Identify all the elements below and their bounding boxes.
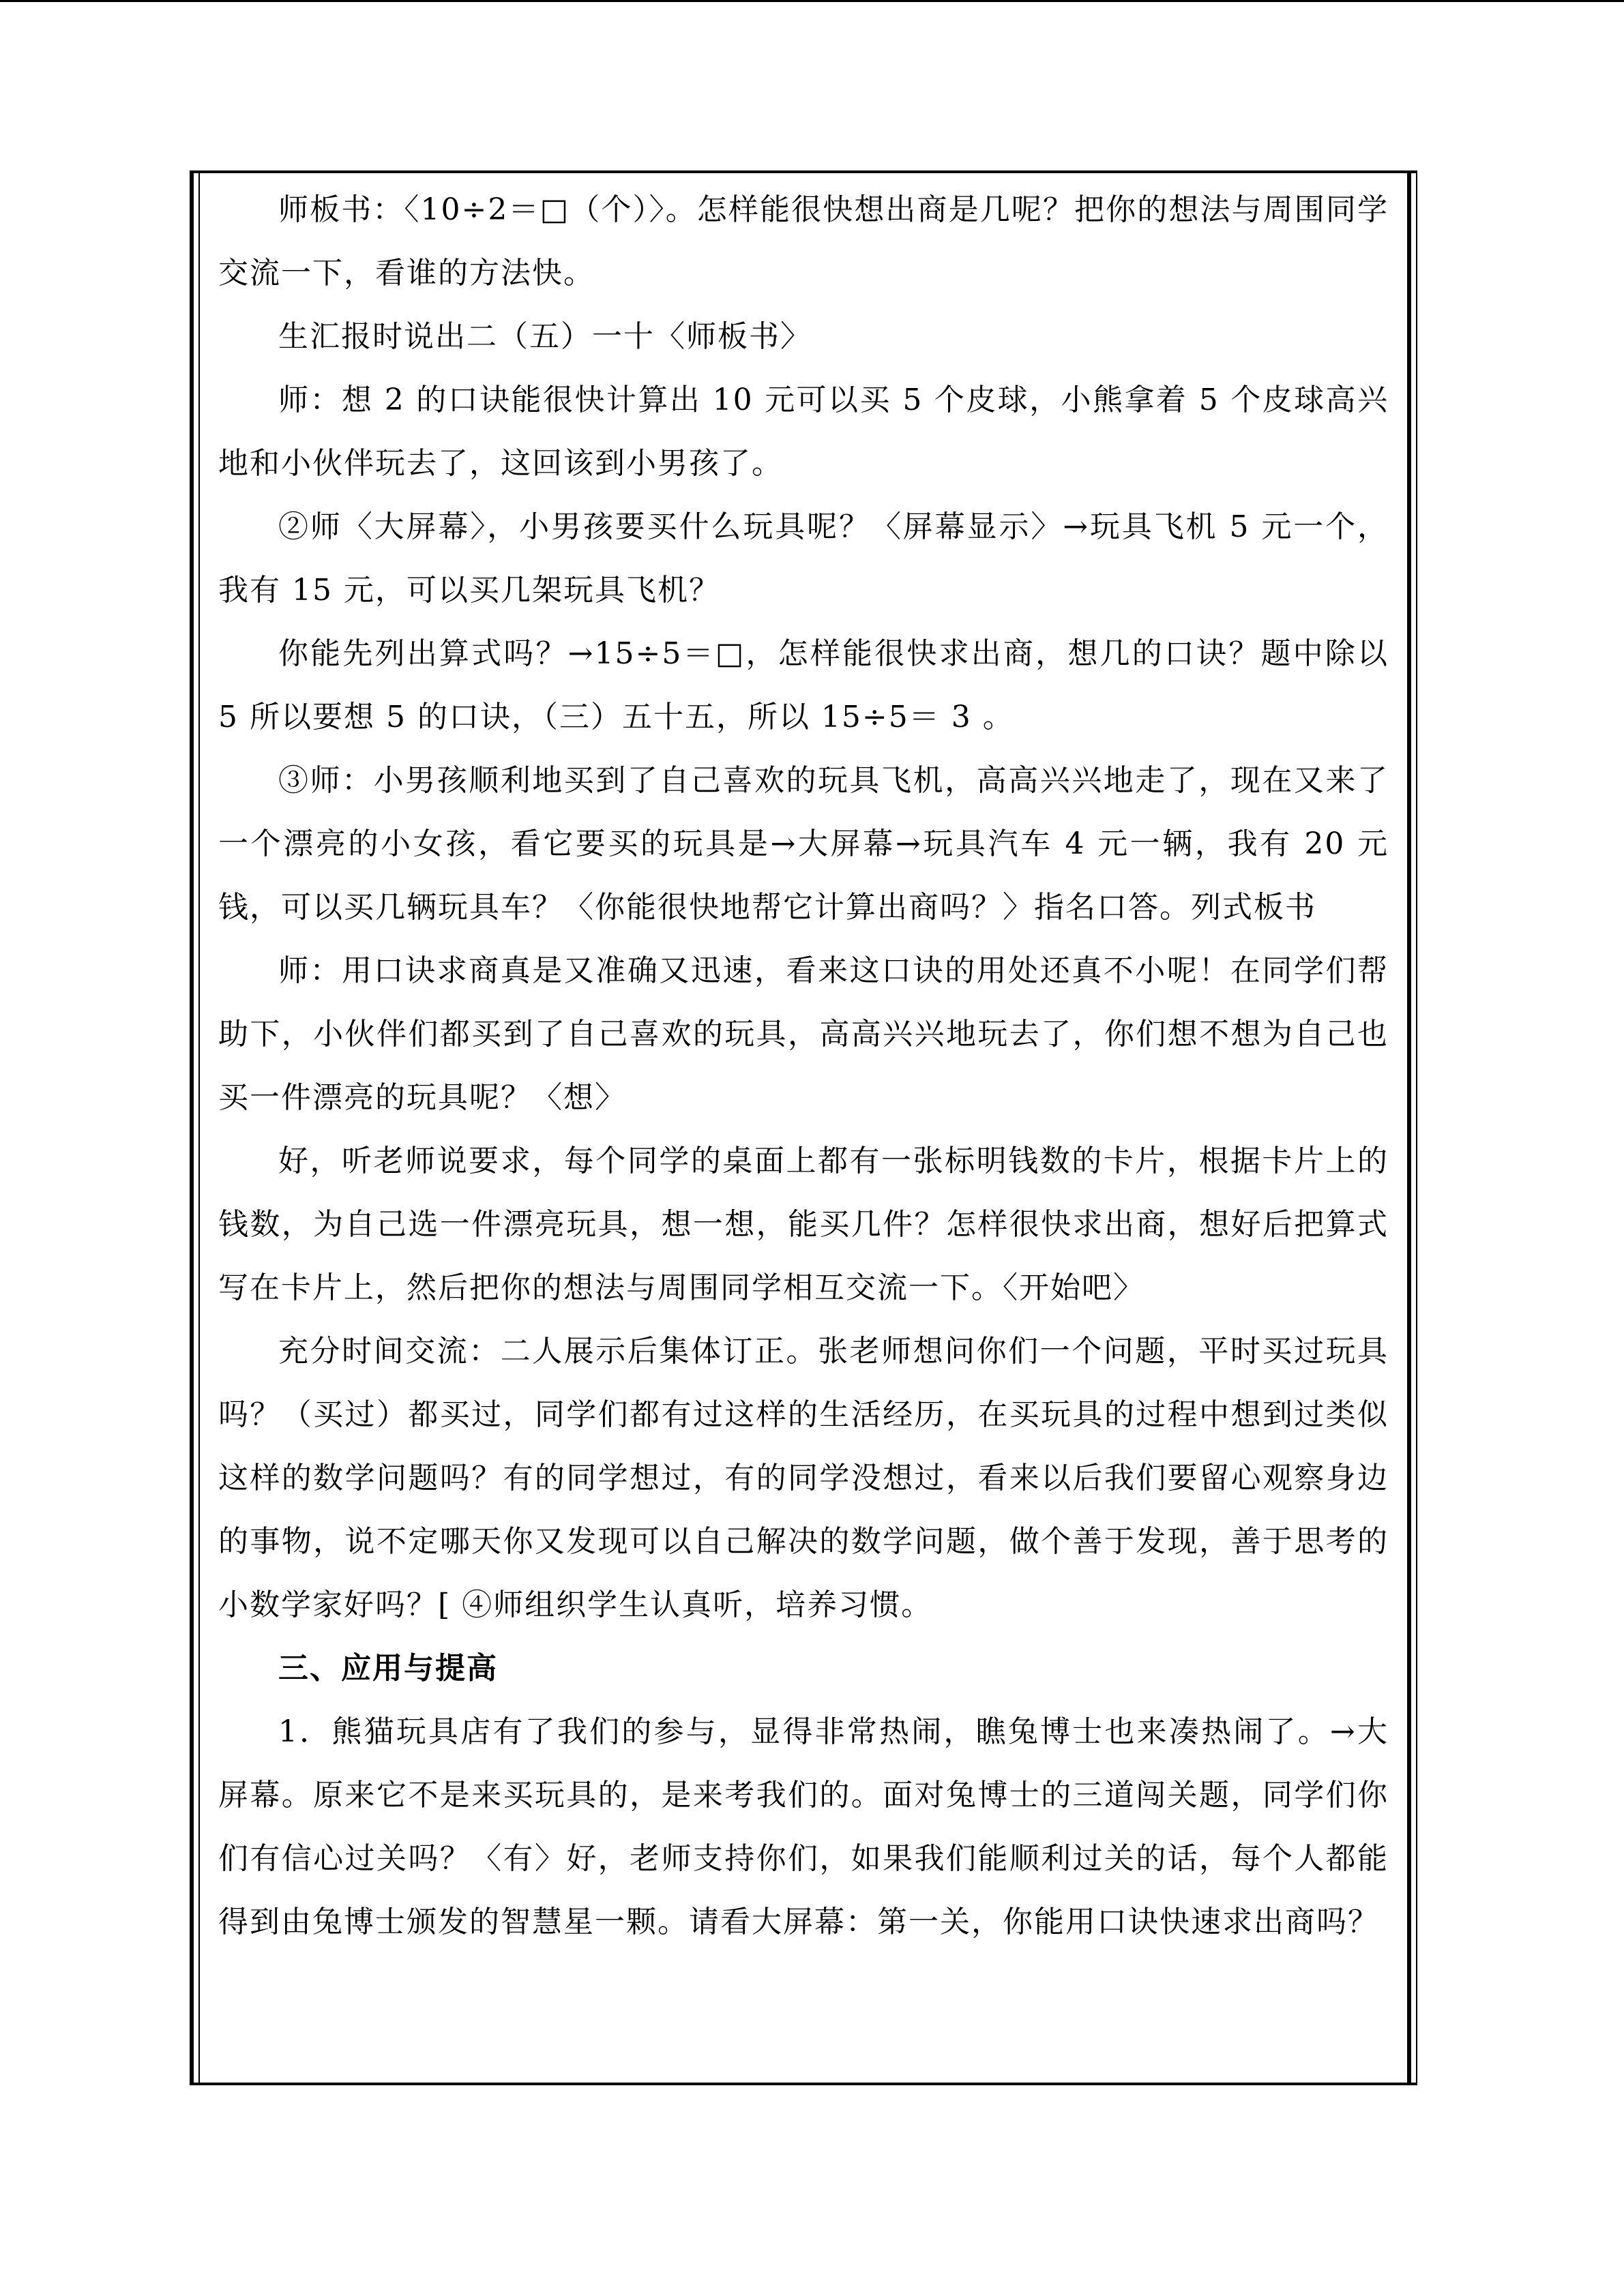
paragraph-exchange-discussion: 充分时间交流：二人展示后集体订正。张老师想问你们一个问题，平时买过玩具吗？（买过）都买过，同学们都有过这样的生活经历，在买玩具的过程中想到过类似这样的数学问题吗？有的同学想过，有的同学没想过，看来以后我们要留心观察身边的事物，说不定哪天你又发现可以自己解决的数学问题，做个善于发现，善于思考的小数学家好吗？[ ④师组织学生认真听，培养习惯。 — [218, 1334, 1389, 1622]
section-heading-application: 三、应用与提高 — [278, 1651, 498, 1686]
paragraph-card-activity: 好，听老师说要求，每个同学的桌面上都有一张标明钱数的卡片，根据卡片上的钱数，为自己选一件漂亮玩具，想一想，能买几件？怎样很快求出商，想好后把算式写在卡片上，然后把你的想法与周围同学相互交流一下。〈开始吧〉 — [218, 1144, 1389, 1305]
paragraph-toy-car: ③师：小男孩顺利地买到了自己喜欢的玩具飞机，高高兴兴地走了，现在又来了一个漂亮的小女孩，看它要买的玩具是→大屏幕→玩具汽车 4 元一辆，我有 20 元钱，可以买几辆玩具车？〈你能很快地帮它计算出商吗？〉指名口答。列式板书 — [218, 763, 1389, 925]
paragraph-toy-plane: ②师〈大屏幕〉，小男孩要买什么玩具呢？〈屏幕显示〉→玩具飞机 5 元一个，我有 15 元，可以买几架玩具飞机？ — [218, 509, 1389, 608]
paragraph-student-report: 生汇报时说出二（五）一十〈师板书〉 — [278, 319, 812, 354]
paragraph-multiplication-rhyme-use: 师：用口诀求商真是又准确又迅速，看来这口诀的用处还真不小呢！在同学们帮助下，小伙伴们都买到了自己喜欢的玩具，高高兴兴地玩去了，你们想不想为自己也买一件漂亮的玩具呢？〈想〉 — [218, 953, 1389, 1115]
paragraph-bear-balls: 师：想 2 的口诀能很快计算出 10 元可以买 5 个皮球，小熊拿着 5 个皮球高兴地和小伙伴玩去了，这回该到小男孩了。 — [218, 383, 1389, 481]
lesson-text-body — [218, 178, 1389, 1954]
paragraph-dr-rabbit-challenge: 1．熊猫玩具店有了我们的参与，显得非常热闹，瞧兔博士也来凑热闹了。→大屏幕。原来它不是来买玩具的，是来考我们的。面对兔博士的三道闯关题，同学们你们有信心过关吗？〈有〉好，老师支持你们，如果我们能顺利过关的话，每个人都能得到由兔博士颁发的智慧星一颗。请看大屏幕：第一关，你能用口诀快速求出商吗？ — [218, 1714, 1389, 1939]
page-top-rule — [0, 0, 1624, 2]
paragraph-blackboard-10-div-2: 师板书：〈10÷2＝□（个）〉。怎样能很快想出商是几呢？把你的想法与周围同学交流一下，看谁的方法快。 — [218, 192, 1389, 290]
paragraph-15-div-5: 你能先列出算式吗？→15÷5＝□，怎样能很快求出商，想几的口诀？题中除以 5 所以要想 5 的口诀，（三）五十五，所以 15÷5＝ 3 。 — [218, 636, 1389, 734]
lesson-table-cell — [190, 170, 1417, 2085]
